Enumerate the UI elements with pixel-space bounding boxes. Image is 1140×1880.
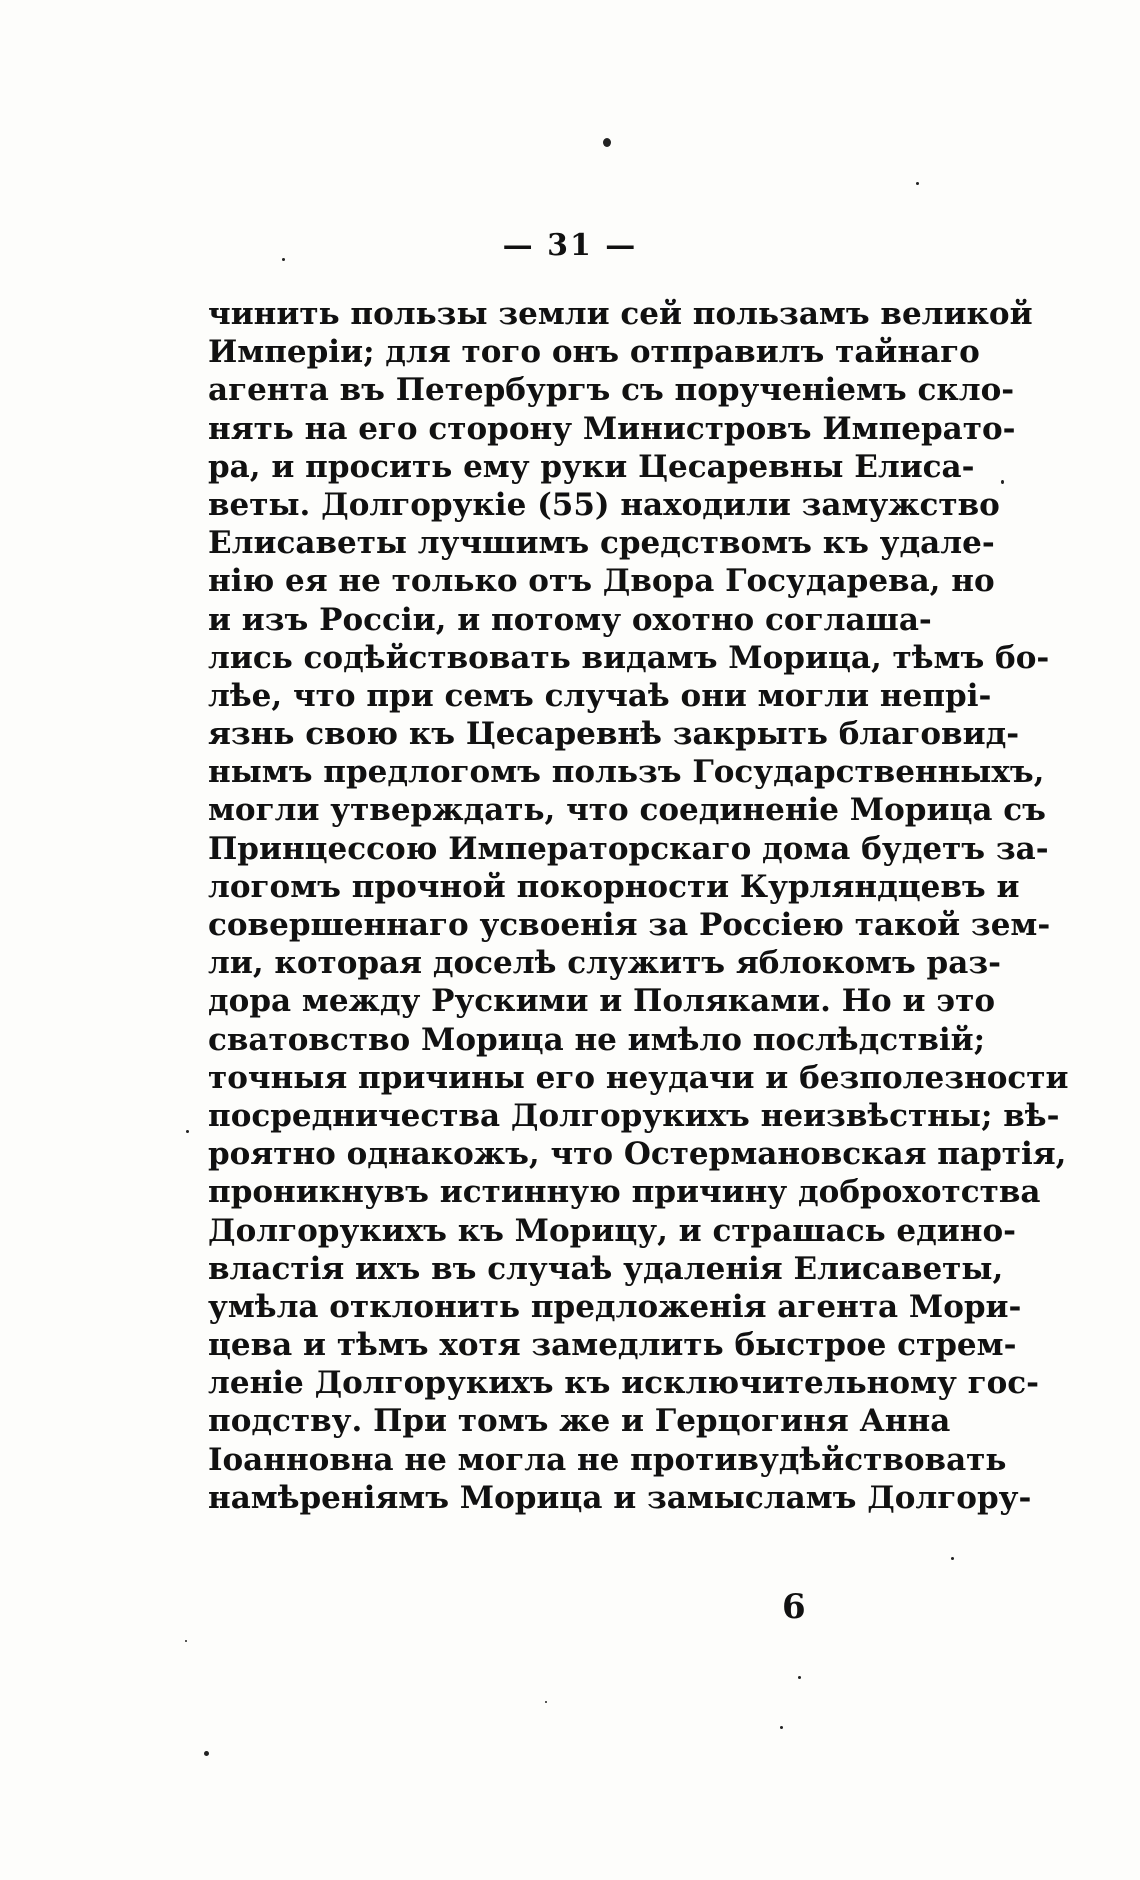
text-line: чинить пользы земли сей пользамъ великой xyxy=(208,296,1033,332)
text-line: Долгорукихъ къ Морицу, и страшась едино- xyxy=(208,1212,1017,1249)
ink-speck xyxy=(185,1640,187,1642)
text-line: умѣла отклонить предложенія агента Мори- xyxy=(208,1288,1022,1325)
text-line: Имперіи; для того онъ отправилъ тайнаго xyxy=(208,334,980,371)
text-line: логомъ прочной покорности Курляндцевъ и xyxy=(208,868,1020,905)
text-line: Елисаветы лучшимъ средствомъ къ удале- xyxy=(208,525,995,562)
text-line: цева и тѣмъ хотя замедлить быстрое стрем- xyxy=(208,1327,1017,1364)
text-line: совершеннаго усвоенія за Россіею такой зем- xyxy=(208,907,1051,943)
body-text xyxy=(208,295,1069,1517)
text-line: ра, и просить ему руки Цесаревны Елиса- xyxy=(208,448,975,485)
ink-speck xyxy=(780,1726,783,1729)
signature-mark: 6 xyxy=(782,1587,806,1627)
text-line: язнь свою къ Цесаревнѣ закрыть благовид- xyxy=(208,716,1020,753)
text-line: и изъ Россіи, и потому охотно соглаша- xyxy=(208,601,932,638)
text-line: посредничества Долгорукихъ неизвѣстны; вѣ- xyxy=(208,1097,1060,1134)
ink-speck xyxy=(916,182,919,185)
text-line: роятно однакожъ, что Остермановская партія, xyxy=(208,1136,1067,1173)
text-line: лись содѣйствовать видамъ Морица, тѣмъ бо- xyxy=(208,639,1050,676)
ink-speck xyxy=(186,1130,189,1133)
text-line: сватовство Морица не имѣло послѣдствій; xyxy=(208,1021,986,1058)
ink-speck xyxy=(204,1751,209,1756)
text-line: Принцессою Императорскаго дома будетъ за- xyxy=(208,830,1049,867)
ink-speck xyxy=(1001,480,1004,484)
text-line: дора между Рускими и Поляками. Но и это xyxy=(208,983,996,1020)
text-line: нять на его сторону Министровъ Императо- xyxy=(208,410,1016,447)
text-line: властія ихъ въ случаѣ удаленія Елисаветы, xyxy=(208,1250,1004,1287)
ink-speck xyxy=(545,1701,547,1703)
ink-speck xyxy=(603,138,611,147)
text-line: ли, которая доселѣ служитъ яблокомъ раз- xyxy=(208,945,1001,982)
text-line: проникнувъ истинную причину доброхотства xyxy=(208,1174,1041,1211)
ink-speck xyxy=(282,258,285,261)
text-line: нымъ предлогомъ пользъ Государственныхъ, xyxy=(208,754,1045,791)
ink-speck xyxy=(951,1557,954,1560)
text-line: агента въ Петербургъ съ порученіемъ скло- xyxy=(208,372,1015,409)
text-line: точныя причины его неудачи и безполезности xyxy=(208,1059,1069,1096)
page-number: — 31 — xyxy=(502,228,638,263)
text-line: леніе Долгорукихъ къ исключительному гос- xyxy=(208,1365,1040,1402)
text-line: нію ея не только отъ Двора Государева, но xyxy=(208,563,995,600)
text-line: Іоанновна не могла не противудѣйствовать xyxy=(208,1441,1007,1478)
text-line: подству. При томъ же и Герцогиня Анна xyxy=(208,1403,951,1440)
text-line: веты. Долгорукіе (55) находили замужство xyxy=(208,486,1000,523)
text-line: намѣреніямъ Морица и замысламъ Долгору- xyxy=(208,1479,1032,1516)
ink-speck xyxy=(798,1676,801,1679)
text-line: могли утверждать, что соединеніе Морица съ xyxy=(208,792,1046,829)
text-line: лѣе, что при семъ случаѣ они могли непрі- xyxy=(208,677,992,714)
